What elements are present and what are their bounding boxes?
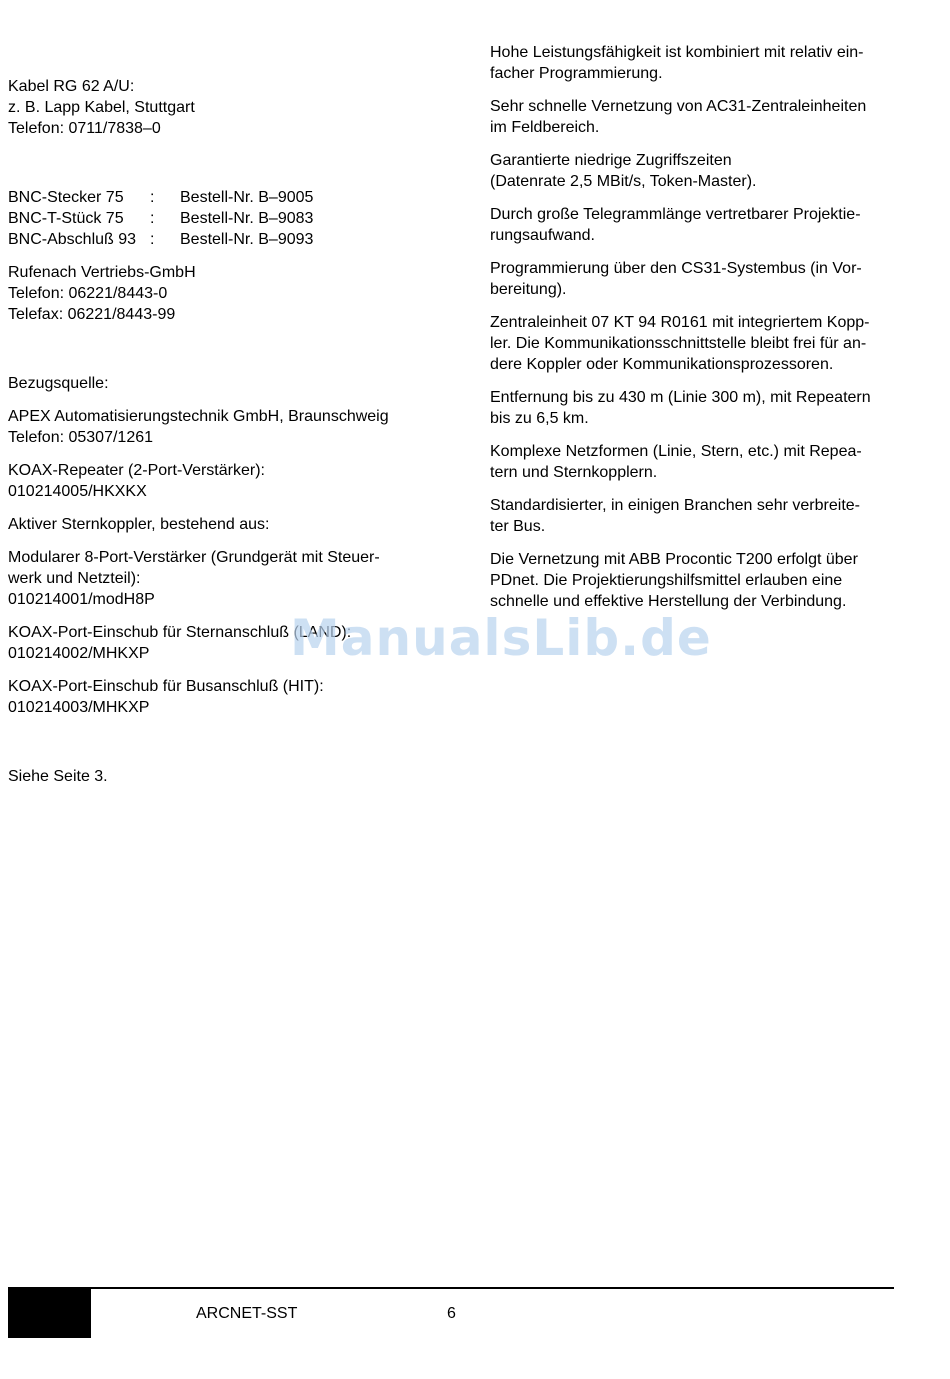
- paragraph-line: ter Bus.: [490, 518, 546, 535]
- feature-paragraph: [490, 312, 894, 375]
- bnc-row: [8, 208, 428, 229]
- footer-document-title: ARCNET-SST: [196, 1305, 298, 1322]
- modular-info: [8, 547, 428, 610]
- stern-port-title: KOAX-Port-Einschub für Sternanschluß (LAND):: [8, 624, 352, 641]
- bnc-order-number: Bestell-Nr. B–9093: [180, 231, 314, 248]
- feature-paragraph: [490, 387, 894, 429]
- footer-black-block: [8, 1289, 91, 1338]
- feature-paragraph: [490, 495, 894, 537]
- bnc-list: [8, 187, 428, 250]
- feature-paragraph: [490, 42, 894, 84]
- bnc-separator: :: [150, 231, 155, 248]
- bezugsquelle-heading: [8, 373, 428, 394]
- bnc-separator: :: [150, 210, 155, 227]
- paragraph-line: im Feldbereich.: [490, 119, 600, 136]
- paragraph-line: bis zu 6,5 km.: [490, 410, 589, 427]
- cable-supplier: z. B. Lapp Kabel, Stuttgart: [8, 99, 195, 116]
- bezugsquelle-text: Bezugsquelle:: [8, 375, 109, 392]
- watermark: ManualsLib.de: [290, 609, 712, 667]
- repeater-title: KOAX-Repeater (2-Port-Verstärker):: [8, 462, 265, 479]
- paragraph-line: Komplexe Netzformen (Linie, Stern, etc.) mit Repea-: [490, 443, 862, 460]
- bnc-row: [8, 229, 428, 250]
- paragraph-line: bereitung).: [490, 281, 567, 298]
- bnc-separator: :: [150, 189, 155, 206]
- bnc-order-number: Bestell-Nr. B–9083: [180, 210, 314, 227]
- paragraph-line: Durch große Telegrammlänge vertretbarer Projektie-: [490, 206, 861, 223]
- apex-phone: Telefon: 05307/1261: [8, 429, 154, 446]
- paragraph-line: schnelle und effektive Herstellung der Verbindung.: [490, 593, 847, 610]
- feature-paragraph: [490, 204, 894, 246]
- bnc-order-number: Bestell-Nr. B–9005: [180, 189, 314, 206]
- footer-divider: [8, 1287, 894, 1289]
- modular-title-2: werk und Netzteil):: [8, 570, 141, 587]
- feature-paragraph: [490, 258, 894, 300]
- rufenach-fax: Telefax: 06221/8443-99: [8, 306, 176, 323]
- rufenach-company: Rufenach Vertriebs-GmbH: [8, 264, 196, 281]
- feature-paragraph: [490, 441, 894, 483]
- cable-info: [8, 76, 428, 139]
- bnc-row: [8, 187, 428, 208]
- paragraph-line: Garantierte niedrige Zugriffszeiten: [490, 152, 732, 169]
- sternkoppler-text: Aktiver Sternkoppler, bestehend aus:: [8, 516, 270, 533]
- repeater-order: 010214005/HKXKX: [8, 483, 147, 500]
- stern-port-order: 010214002/MHKXP: [8, 645, 150, 662]
- paragraph-line: PDnet. Die Projektierungshilfsmittel erlauben eine: [490, 572, 843, 589]
- bnc-part-name: BNC-Stecker 75: [8, 189, 124, 206]
- bus-port-title: KOAX-Port-Einschub für Busanschluß (HIT):: [8, 678, 324, 695]
- repeater-info: [8, 460, 428, 502]
- footer-page-number: 6: [447, 1305, 456, 1322]
- cable-type: Kabel RG 62 A/U:: [8, 78, 135, 95]
- paragraph-line: (Datenrate 2,5 MBit/s, Token-Master).: [490, 173, 757, 190]
- rufenach-info: [8, 262, 428, 325]
- siehe-note: [8, 766, 428, 787]
- paragraph-line: Hohe Leistungsfähigkeit ist kombiniert mit relativ ein-: [490, 44, 864, 61]
- paragraph-line: Zentraleinheit 07 KT 94 R0161 mit integriertem Kopp-: [490, 314, 870, 331]
- feature-paragraph: [490, 96, 894, 138]
- paragraph-line: Die Vernetzung mit ABB Procontic T200 erfolgt über: [490, 551, 858, 568]
- paragraph-line: Sehr schnelle Vernetzung von AC31-Zentraleinheiten: [490, 98, 867, 115]
- paragraph-line: rungsaufwand.: [490, 227, 595, 244]
- right-column: [490, 42, 894, 624]
- bnc-part-name: BNC-T-Stück 75: [8, 210, 124, 227]
- apex-company: APEX Automatisierungstechnik GmbH, Braunschweig: [8, 408, 389, 425]
- siehe-text: Siehe Seite 3.: [8, 768, 108, 785]
- rufenach-phone: Telefon: 06221/8443-0: [8, 285, 168, 302]
- modular-order: 010214001/modH8P: [8, 591, 155, 608]
- feature-paragraph: [490, 549, 894, 612]
- modular-title-1: Modularer 8-Port-Verstärker (Grundgerät mit Steuer-: [8, 549, 380, 566]
- sternkoppler-heading: [8, 514, 428, 535]
- apex-info: [8, 406, 428, 448]
- paragraph-line: Standardisierter, in einigen Branchen sehr verbreite-: [490, 497, 860, 514]
- feature-paragraph: [490, 150, 894, 192]
- paragraph-line: tern und Sternkopplern.: [490, 464, 658, 481]
- bnc-part-name: BNC-Abschluß 93: [8, 231, 137, 248]
- paragraph-line: dere Koppler oder Kommunikationsprozessoren.: [490, 356, 834, 373]
- bus-port-info: [8, 676, 428, 718]
- paragraph-line: facher Programmierung.: [490, 65, 663, 82]
- paragraph-line: Programmierung über den CS31-Systembus (in Vor-: [490, 260, 862, 277]
- paragraph-line: ler. Die Kommunikationsschnittstelle bleibt frei für an-: [490, 335, 867, 352]
- cable-phone: Telefon: 0711/7838–0: [8, 120, 161, 137]
- left-column: [8, 76, 428, 799]
- bus-port-order: 010214003/MHKXP: [8, 699, 150, 716]
- paragraph-line: Entfernung bis zu 430 m (Linie 300 m), mit Repeatern: [490, 389, 871, 406]
